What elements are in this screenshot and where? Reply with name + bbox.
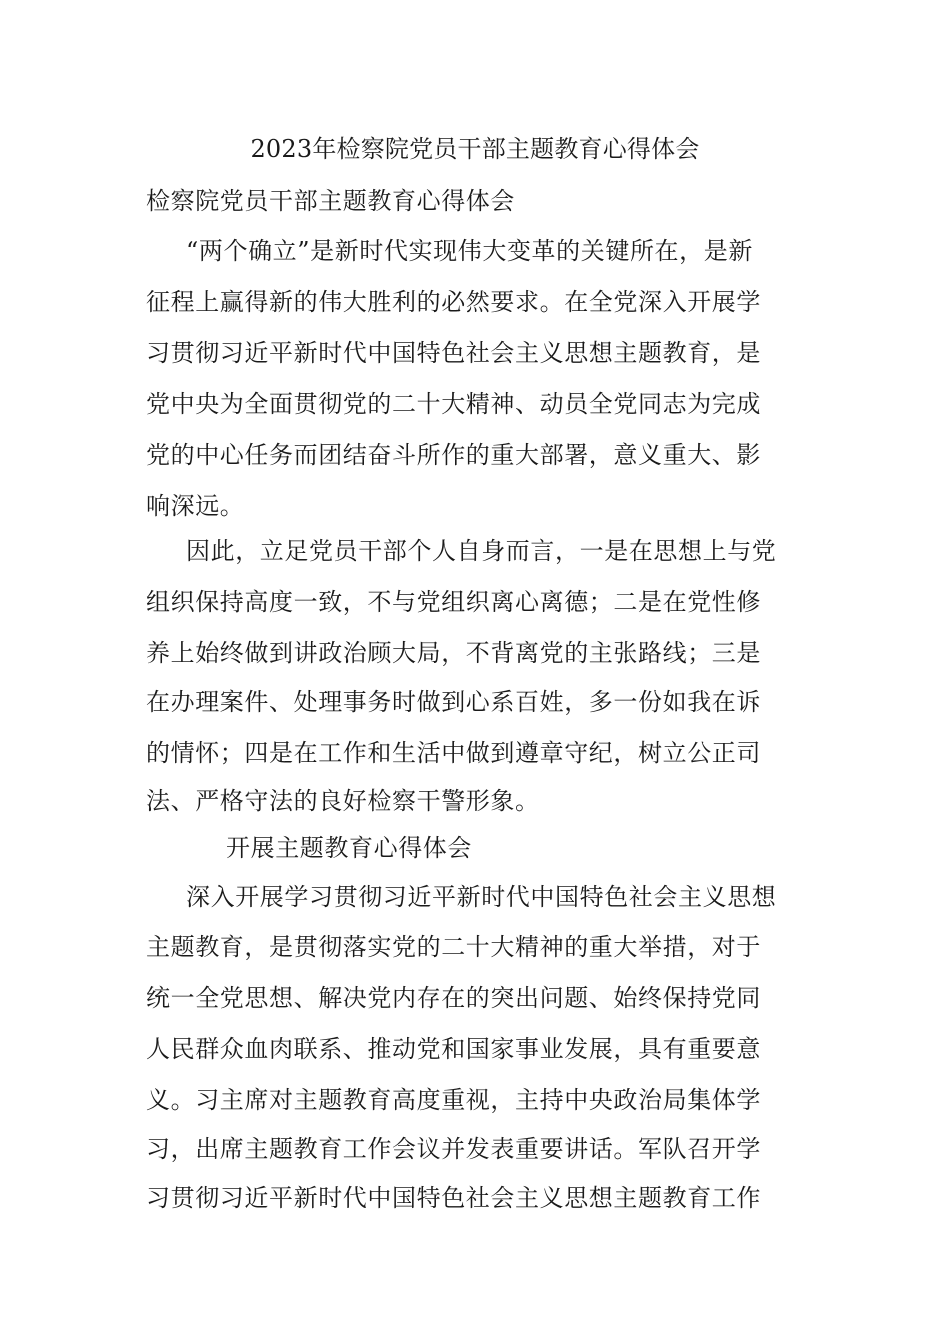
paragraph-3-line: 义。习主席对主题教育高度重视，主持中央政治局集体学	[146, 1086, 761, 1114]
paragraph-2-line: 因此，立足党员干部个人自身而言，一是在思想上与党	[186, 537, 777, 565]
paragraph-1-line: 党中央为全面贯彻党的二十大精神、动员全党同志为完成	[146, 390, 761, 418]
paragraph-2-line: 组织保持高度一致，不与党组织离心离德；二是在党性修	[146, 588, 761, 616]
paragraph-1-line: “两个确立”是新时代实现伟大变革的关键所在，是新	[186, 237, 753, 265]
paragraph-1-line: 响深远。	[146, 492, 245, 520]
paragraph-1-line: 征程上赢得新的伟大胜利的必然要求。在全党深入开展学	[146, 288, 761, 316]
document-subtitle: 检察院党员干部主题教育心得体会	[146, 187, 515, 215]
paragraph-1-line: 习贯彻习近平新时代中国特色社会主义思想主题教育，是	[146, 339, 761, 367]
paragraph-2-line: 法、严格守法的良好检察干警形象。	[146, 787, 540, 815]
paragraph-2-line: 养上始终做到讲政治顾大局，不背离党的主张路线；三是	[146, 639, 761, 667]
paragraph-3-line: 习贯彻习近平新时代中国特色社会主义思想主题教育工作	[146, 1184, 761, 1212]
paragraph-3-line: 统一全党思想、解决党内存在的突出问题、始终保持党同	[146, 984, 761, 1012]
paragraph-3-line: 人民群众血肉联系、推动党和国家事业发展，具有重要意	[146, 1035, 761, 1063]
paragraph-1-line: 党的中心任务而团结奋斗所作的重大部署，意义重大、影	[146, 441, 761, 469]
paragraph-3-line: 深入开展学习贯彻习近平新时代中国特色社会主义思想	[186, 883, 777, 911]
paragraph-2-line: 在办理案件、处理事务时做到心系百姓，多一份如我在诉	[146, 688, 761, 716]
paragraph-3-line: 习，出席主题教育工作会议并发表重要讲话。军队召开学	[146, 1135, 761, 1163]
paragraph-2-line: 的情怀；四是在工作和生活中做到遵章守纪，树立公正司	[146, 739, 761, 767]
document-title: 2023年检察院党员干部主题教育心得体会	[250, 135, 700, 163]
paragraph-3-line: 主题教育，是贯彻落实党的二十大精神的重大举措，对于	[146, 933, 761, 961]
section-heading: 开展主题教育心得体会	[226, 834, 472, 862]
